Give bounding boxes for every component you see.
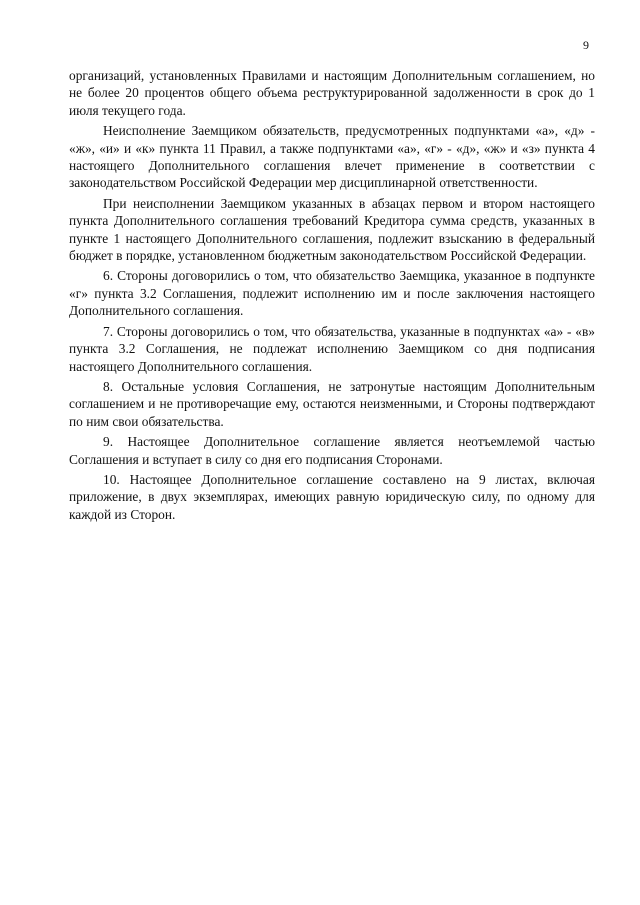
paragraph-non-fulfillment: Неисполнение Заемщиком обязательств, предусмотренных подпунктами «а», «д» - «ж», «и» и «к» пункта 11 Правил, а также подпунктами «а», «г» - «д», «ж» и «з» пункта 4 настоящего Дополнительного соглашения влечет применение в соответствии с законодательством Российской Федерации мер дисциплинарной ответственности. bbox=[69, 123, 595, 191]
paragraph-recovery-to-budget: При неисполнении Заемщиком указанных в абзацах первом и втором настоящего пункта Дополнительного соглашения требований Кредитора сумма средств, указанных в пункте 1 настоящего Дополнительного соглашения, подлежит взысканию в федеральный бюджет в порядке, установленном бюджетным законодательством Российской Федерации. bbox=[69, 195, 595, 264]
paragraph-continuation: организаций, установленных Правилами и настоящим Дополнительным соглашением, но не более 20 процентов общего объема реструктурированной задолженности в срок до 1 июля текущего года. bbox=[69, 68, 595, 118]
document-body bbox=[69, 67, 595, 526]
paragraph-item-8: 8. Остальные условия Соглашения, не затронутые настоящим Дополнительным соглашением и не противоречащие ему, остаются неизменными, и Стороны подтверждают по ним свои обязательства. bbox=[69, 378, 595, 429]
paragraph-item-10: 10. Настоящее Дополнительное соглашение составлено на 9 листах, включая приложение, в двух экземплярах, имеющих равную юридическую силу, по одному для каждой из Сторон. bbox=[69, 471, 595, 522]
paragraph-item-9: 9. Настоящее Дополнительное соглашение является неотъемлемой частью Соглашения и вступает в силу со дня его подписания Сторонами. bbox=[69, 434, 595, 467]
paragraph-item-7: 7. Стороны договорились о том, что обязательства, указанные в подпунктах «а» - «в» пункта 3.2 Соглашения, не подлежат исполнению Заемщиком со дня подписания настоящего Дополнительного соглашения. bbox=[69, 323, 595, 374]
page-number: 9 bbox=[583, 38, 589, 52]
paragraph-item-6: 6. Стороны договорились о том, что обязательство Заемщика, указанное в подпункте «г» пункта 3.2 Соглашения, подлежит исполнению им и после заключения настоящего Дополнительного соглашения. bbox=[69, 268, 595, 319]
